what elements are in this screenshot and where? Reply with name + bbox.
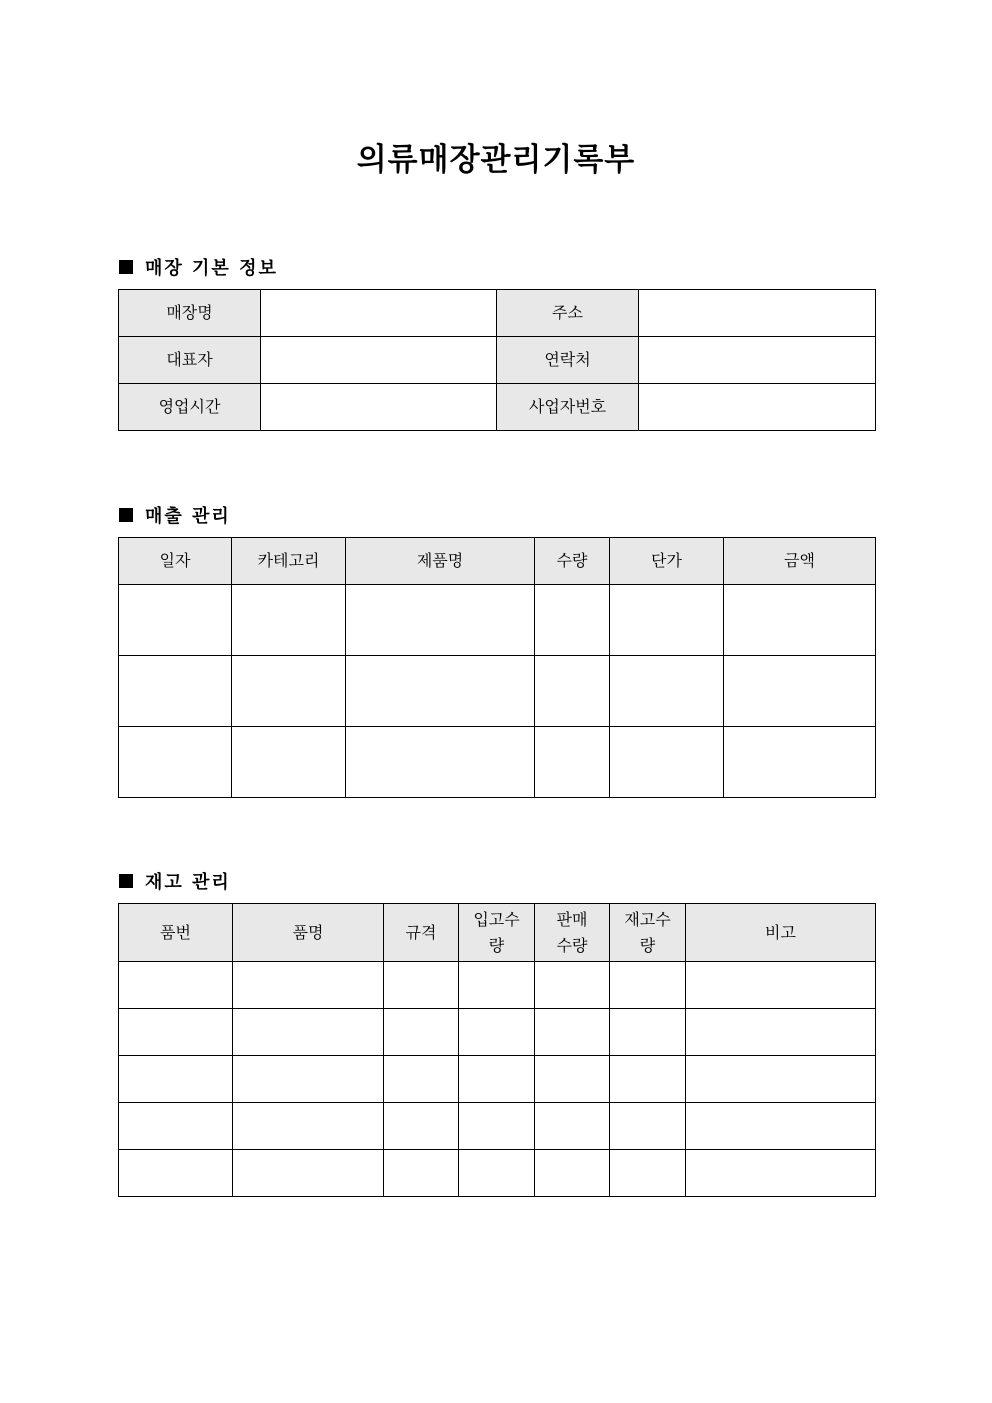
inventory-cell[interactable] [384, 1150, 459, 1197]
inventory-cell[interactable] [384, 1056, 459, 1103]
inventory-cell[interactable] [119, 962, 233, 1009]
sales-header-row [119, 538, 876, 585]
sales-cell[interactable] [346, 727, 535, 798]
inventory-cell[interactable] [610, 1056, 686, 1103]
sales-col-unit-price: 단가 [610, 538, 724, 585]
sales-cell[interactable] [535, 656, 610, 727]
sales-cell[interactable] [610, 727, 724, 798]
table-row [119, 727, 876, 798]
store-info-row [119, 384, 876, 431]
inventory-cell[interactable] [384, 1009, 459, 1056]
address-field[interactable] [639, 290, 876, 337]
inventory-col-sold-qty: 판매수량 [535, 904, 610, 962]
inventory-cell[interactable] [119, 1056, 233, 1103]
inventory-col-spec: 규격 [384, 904, 459, 962]
inventory-col-item-number: 품번 [119, 904, 233, 962]
inventory-col-remarks: 비고 [686, 904, 876, 962]
table-row [119, 1150, 876, 1197]
store-info-row [119, 290, 876, 337]
store-info-heading-text: 매장 기본 정보 [145, 258, 278, 279]
sales-cell[interactable] [232, 585, 346, 656]
sales-cell[interactable] [232, 656, 346, 727]
inventory-cell[interactable] [459, 1150, 535, 1197]
store-name-label: 매장명 [119, 290, 261, 337]
sales-heading-text: 매출 관리 [145, 506, 231, 527]
inventory-cell[interactable] [459, 1103, 535, 1150]
inventory-cell[interactable] [686, 1056, 876, 1103]
inventory-cell[interactable] [384, 962, 459, 1009]
square-bullet-icon [119, 508, 133, 522]
sales-col-product-name: 제품명 [346, 538, 535, 585]
store-info-table [118, 289, 876, 431]
inventory-cell[interactable] [459, 1009, 535, 1056]
sales-col-amount: 금액 [724, 538, 876, 585]
inventory-cell[interactable] [119, 1103, 233, 1150]
inventory-heading-text: 재고 관리 [145, 872, 231, 893]
inventory-cell[interactable] [610, 1150, 686, 1197]
inventory-header-row [119, 904, 876, 962]
store-info-row [119, 337, 876, 384]
table-row [119, 656, 876, 727]
sales-col-category: 카테고리 [232, 538, 346, 585]
table-row [119, 585, 876, 656]
sales-cell[interactable] [610, 656, 724, 727]
sales-cell[interactable] [119, 585, 232, 656]
inventory-table [118, 903, 876, 1197]
sales-cell[interactable] [724, 585, 876, 656]
sales-cell[interactable] [346, 656, 535, 727]
inventory-cell[interactable] [535, 1150, 610, 1197]
table-row [119, 1103, 876, 1150]
sales-cell[interactable] [535, 727, 610, 798]
sales-col-date: 일자 [119, 538, 232, 585]
sales-table [118, 537, 876, 798]
inventory-col-received-qty: 입고수량 [459, 904, 535, 962]
inventory-cell[interactable] [233, 1150, 384, 1197]
sales-cell[interactable] [232, 727, 346, 798]
address-label: 주소 [497, 290, 639, 337]
square-bullet-icon [119, 874, 133, 888]
inventory-cell[interactable] [119, 1150, 233, 1197]
sales-cell[interactable] [119, 727, 232, 798]
table-row [119, 1056, 876, 1103]
inventory-cell[interactable] [233, 1056, 384, 1103]
sales-cell[interactable] [346, 585, 535, 656]
square-bullet-icon [119, 260, 133, 274]
table-row [119, 1009, 876, 1056]
contact-label: 연락처 [497, 337, 639, 384]
inventory-col-item-name: 품명 [233, 904, 384, 962]
inventory-cell[interactable] [610, 1009, 686, 1056]
inventory-col-stock-qty: 재고수량 [610, 904, 686, 962]
inventory-cell[interactable] [459, 1056, 535, 1103]
inventory-cell[interactable] [535, 1056, 610, 1103]
contact-field[interactable] [639, 337, 876, 384]
inventory-cell[interactable] [686, 1009, 876, 1056]
business-hours-label: 영업시간 [119, 384, 261, 431]
sales-cell[interactable] [724, 727, 876, 798]
inventory-cell[interactable] [459, 962, 535, 1009]
sales-cell[interactable] [610, 585, 724, 656]
sales-heading [119, 502, 231, 528]
sales-cell[interactable] [119, 656, 232, 727]
inventory-cell[interactable] [686, 1103, 876, 1150]
table-row [119, 962, 876, 1009]
inventory-heading [119, 868, 231, 894]
store-info-heading [119, 254, 278, 280]
inventory-cell[interactable] [610, 962, 686, 1009]
inventory-cell[interactable] [233, 962, 384, 1009]
inventory-cell[interactable] [610, 1103, 686, 1150]
store-name-field[interactable] [261, 290, 497, 337]
document-title: 의류매장관리기록부 [356, 142, 636, 178]
inventory-cell[interactable] [233, 1009, 384, 1056]
inventory-cell[interactable] [233, 1103, 384, 1150]
sales-col-quantity: 수량 [535, 538, 610, 585]
business-hours-field[interactable] [261, 384, 497, 431]
business-number-label: 사업자번호 [497, 384, 639, 431]
inventory-cell[interactable] [119, 1009, 233, 1056]
representative-label: 대표자 [119, 337, 261, 384]
sales-cell[interactable] [535, 585, 610, 656]
sales-cell[interactable] [724, 656, 876, 727]
business-number-field[interactable] [639, 384, 876, 431]
inventory-cell[interactable] [535, 1103, 610, 1150]
representative-field[interactable] [261, 337, 497, 384]
inventory-cell[interactable] [535, 962, 610, 1009]
inventory-cell[interactable] [686, 1150, 876, 1197]
inventory-cell[interactable] [686, 962, 876, 1009]
inventory-cell[interactable] [535, 1009, 610, 1056]
inventory-cell[interactable] [384, 1103, 459, 1150]
